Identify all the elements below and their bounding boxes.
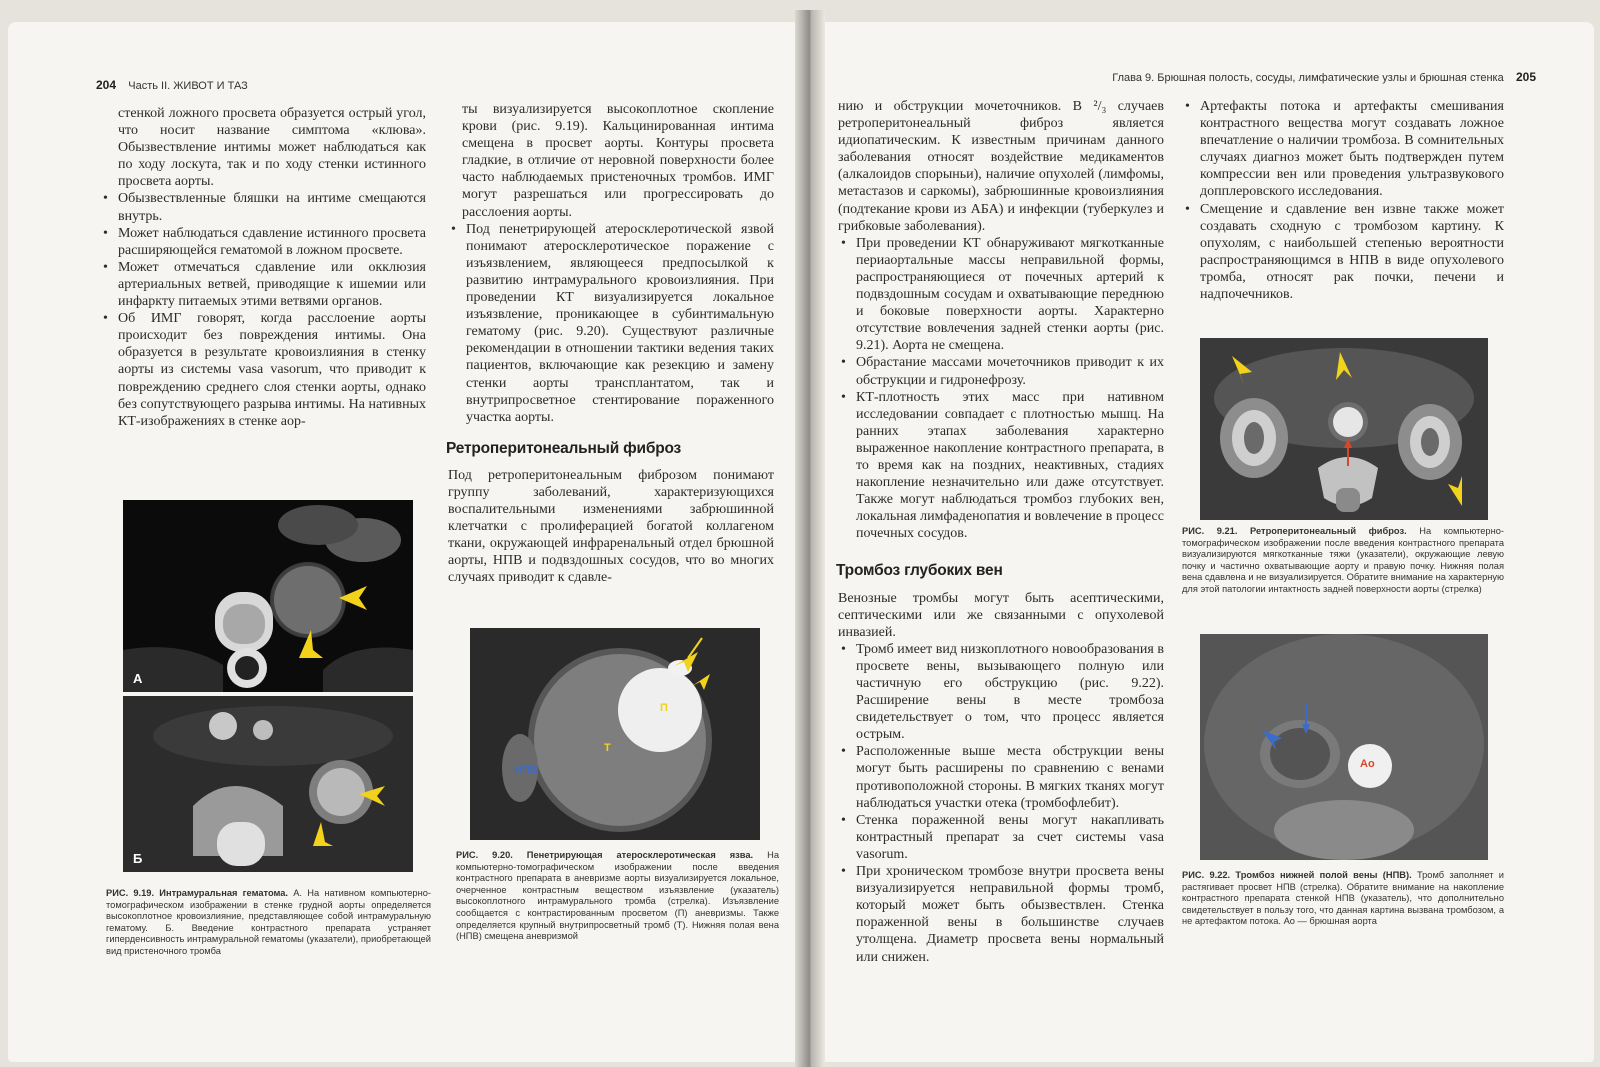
figure-label-aorta: Ао — [1360, 758, 1375, 770]
left-column-2 — [448, 101, 774, 587]
list-item: • КТ-плотность этих масс при нативном исследовании совпадает с плотностью мышц. На ранних этапах заболевания характерно выраженное накопление контрастного препарата, в то время как на поздних, неактивных, стадиях накопление незначительно или даже отсутствует. Также могут наблюдаться тромбоз глубоких вен, локальная лимфаденопатия и вовлечение в процесс почечных сосудов. — [856, 389, 1164, 543]
right-col1-intro: нию и обструкции мочеточников. В ²/₃ случаев ретроперитонеальный фиброз является идиопатическим. К известным причинам данного заболевания относят воздействие медикаментов (алкалоидов спорыньи), наличие опухолей (лимфомы, метастазов и саркомы), забрюшинные кровоизлияния (подтекание крови из АБА) и инфекции (туберкулез и грибковые заболевания). — [838, 99, 1164, 234]
list-item: • Смещение и сдавление вен извне также может создавать сходную с тромбозом картину. К опухолям, с наибольшей степенью вероятности распространяющимся в НПВ в виде опухолевого тромба, относят рак почки, печени и надпочечников. — [1200, 201, 1504, 304]
caption-title: РИС. 9.19. Интрамуральная гематома. — [106, 888, 289, 898]
right-col1-paragraph: Венозные тромбы могут быть асептическими, септическими или же связанными с опухолевой инвазией. — [838, 590, 1164, 640]
figure-9-20 — [470, 628, 760, 840]
caption-text: На компьютерно-томографическом изображении после введения контрастного препарата визуализируются мягкотканные тяжи (указатели), окружающие левую почку и частично охватывающие аорту и правую почку. Нижняя полая вена сдавлена и не визуализируется. Обратите внимание на характерную для этой патологии интактность задней поверхности аорты (стрелка) — [1182, 526, 1504, 594]
left-column-1 — [100, 105, 426, 430]
left-col2-bullets — [448, 221, 774, 426]
right-col2-bullets — [1182, 98, 1504, 303]
left-page — [8, 22, 814, 1062]
caption-figure-9-19 — [106, 888, 431, 958]
right-page — [818, 22, 1594, 1062]
figure-9-21 — [1200, 338, 1488, 520]
caption-title: РИС. 9.20. Пенетрирующая атеросклеротическая язва. — [456, 850, 754, 860]
figure-9-19-a — [123, 500, 413, 692]
caption-text: На компьютерно-томографическом изображении после введения контрастного препарата в аневризме аорты визуализируется локальное, очерченное контрастным веществом изъязвление (указатель) высокоплотного интрамурального тромба (стрелка). Изъязвление сообщается с контрастированным просветом (П) аневризмы. Также определяется крупный внутрипросветный тромб (Т). Нижняя полая вена (НПВ) смещена аневризмой — [456, 850, 779, 942]
list-item: • Может отмечаться сдавление или окклюзия артериальных ветвей, приводящие к ишемии или инфаркту питаемых этими ветвями органов. — [118, 259, 426, 310]
section-heading-deep-vein-thrombosis: Тромбоз глубоких вен — [836, 562, 1003, 580]
left-col1-bullets — [100, 190, 426, 429]
figure-label-thrombus: Т — [604, 742, 611, 754]
list-item: • При хроническом тромбозе внутри просвета вены визуализируется неправильной формы тромб, который может быть обызвествлен. Стенка пораженной вены в большинстве случаев утолщена. Диаметр просвета вены нормальный или снижен. — [856, 863, 1164, 966]
section-heading-retroperitoneal-fibrosis: Ретроперитонеальный фиброз — [446, 439, 682, 457]
figure-label-lumen: П — [660, 702, 668, 714]
left-page-number: 204 — [96, 78, 117, 92]
list-item: • При проведении КТ обнаруживают мягкотканные периаортальные массы неправильной формы, распространяющиеся от почечных артерий к подвздошным сосудам и охватывающие переднюю и боковые поверхности аорты. Характерно отсутствие вовлечения задней стенки аорты (рис. 9.21). Аорта не смещена. — [856, 235, 1164, 355]
list-item: • Может наблюдаться сдавление истинного просвета расширяющейся гематомой в ложном просвете. — [118, 225, 426, 259]
figure-label-ivc: НПВ — [514, 764, 538, 776]
right-page-number: 205 — [1515, 70, 1536, 84]
right-column-2 — [1182, 98, 1504, 303]
list-item: • Стенка пораженной вены могут накапливать контрастный препарат за счет системы vasa vasorum. — [856, 812, 1164, 863]
figure-9-19-b — [123, 696, 413, 872]
figure-9-22 — [1200, 634, 1488, 860]
list-item: • Обрастание массами мочеточников приводит к их обструкции и гидронефрозу. — [856, 354, 1164, 388]
caption-title: РИС. 9.22. Тромбоз нижней полой вены (НПВ). — [1182, 870, 1412, 880]
right-running-head — [1112, 70, 1536, 84]
right-running-head-text: Глава 9. Брюшная полость, сосуды, лимфатические узлы и брюшная стенка — [1112, 72, 1504, 84]
caption-figure-9-22 — [1182, 870, 1504, 928]
caption-title: РИС. 9.21. Ретроперитонеальный фиброз. — [1182, 526, 1407, 536]
figure-label-a: А — [133, 671, 143, 686]
left-col1-intro: стенкой ложного просвета образуется острый угол, что носит название симптома «клюва». Обызвествление интимы может наблюдаться как по ходу лоскута, так и по ходу стенки истинного просвета аорты. — [118, 106, 426, 190]
book-gutter — [795, 10, 825, 1067]
right-col1-bullets — [838, 235, 1164, 543]
list-item: • Тромб имеет вид низкоплотного новообразования в просвете вены, вызывающего полную или частичную его обструкцию (рис. 9.22). Расширение вены в месте тромбоза свидетельствует о том, что процесс является острым. — [856, 641, 1164, 744]
caption-text: Тромб заполняет и растягивает просвет НПВ (стрелка). Обратите внимание на накопление контрастного препарата стенкой НПВ (указатель), что дополнительно свидетельствует в пользу того, что данная картина вызвана тромбозом, а не артефактом потока. Ао — брюшная аорта — [1182, 870, 1504, 927]
caption-figure-9-21 — [1182, 526, 1504, 596]
right-column-1 — [838, 98, 1164, 966]
left-col2-paragraph: Под ретроперитонеальным фиброзом понимают группу заболеваний, характеризующихся воспалительными изменениями забрюшинной клетчатки с пролиферацией богатой коллагеном ткани, окружающей инфраренальный отдел брюшной аорты, НПВ и подвздошных сосудов, что во многих случаях приводит к сдавле- — [448, 467, 774, 586]
right-col1-bullets-2 — [838, 641, 1164, 966]
figure-label-b: Б — [133, 851, 143, 866]
left-col2-intro: ты визуализируется высокоплотное скопление крови (рис. 9.19). Кальцинированная интима смещена в просвет аорты. Контуры просвета гладкие, в отличие от неровной поверхности более часто наблюдаемых пристеночных тромбов. ИМГ могут разрешаться или прогрессировать до расслоения аорты. — [462, 102, 774, 220]
list-item: • Обызвествленные бляшки на интиме смещаются внутрь. — [118, 190, 426, 224]
list-item: • Расположенные выше места обструкции вены могут быть расширены по сравнению с венами противоположной стороны. В мягких тканях могут наблюдаться участки отека (тромбофлебит). — [856, 743, 1164, 811]
list-item: • Об ИМГ говорят, когда расслоение аорты происходит без повреждения интимы. Она образуется в результате кровоизлияния в стенку аорты из системы vasa vasorum, что приводит к повреждению среднего слоя стенки аорты, однако без сопутствующего разрыва интимы. На нативных КТ-изображениях в стенке аор- — [118, 310, 426, 430]
caption-text: А. На нативном компьютерно-томографическом изображении в стенке грудной аорты определяется высокоплотное кровоизлияние, представляющее собой интрамуральную гематому. Б. Введение контрастного препарата устраняет гиперденсивность интрамуральной гематомы (указатели), приобретающей вид пристеночного тромба — [106, 888, 431, 956]
left-running-head — [96, 78, 248, 92]
list-item: • Артефакты потока и артефакты смешивания контрастного вещества могут создавать ложное впечатление о наличии тромбоза. В сомнительных случаях диагноз может быть подтвержден путем компрессии вен или проведения ультразвукового допплеровского исследования. — [1200, 98, 1504, 201]
caption-figure-9-20 — [456, 850, 779, 943]
list-item: • Под пенетрирующей атеросклеротической язвой понимают атеросклеротическое поражение с изъязвлением, являющееся предпосылкой к развитию интрамурального кровоизлияния. При проведении КТ визуализируется локальное изъязвление, проникающее в субинтимальную гематому (рис. 9.20). Существуют различные рекомендации в отношении тактики ведения таких пациентов, включающие как резекцию и замену стенки аорты трансплантатом, так и внутрипросветное стентирование пораженного участка аорты. — [466, 221, 774, 426]
left-running-head-text: Часть II. ЖИВОТ И ТАЗ — [128, 80, 248, 92]
